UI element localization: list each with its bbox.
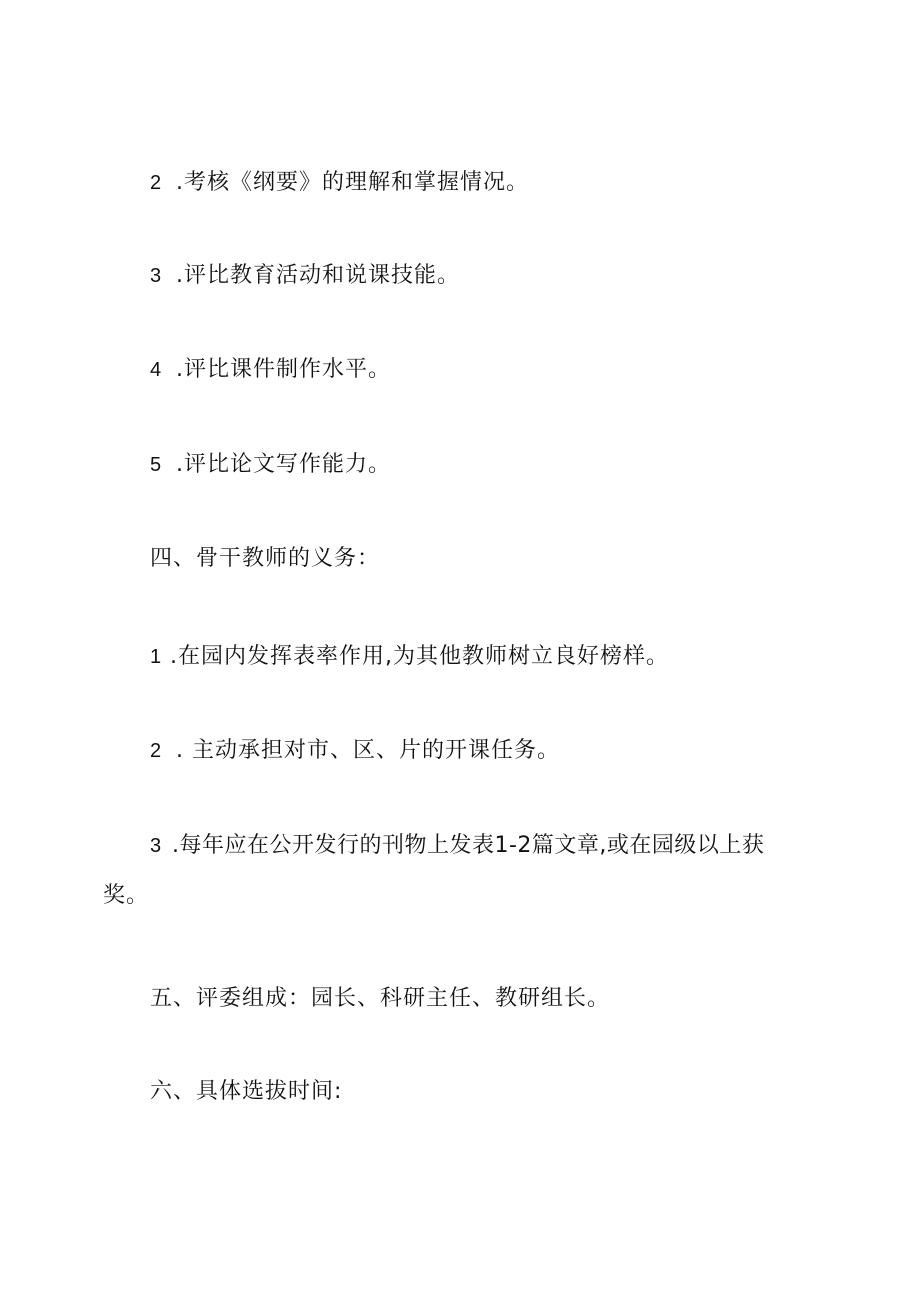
list-item-3-teaching-skills: [150, 263, 460, 289]
item-text-continuation: 奖。: [103, 883, 150, 908]
item-text: .评比课件制作水平。: [176, 357, 391, 382]
item-text: .评比论文写作能力。: [176, 452, 391, 477]
duty-item-3: [150, 833, 764, 859]
list-item-4-courseware: [150, 357, 391, 383]
item-text: .每年应在公开发行的刊物上发表1-2篇文章,或在园级以上获: [172, 833, 765, 858]
item-number: 1: [150, 646, 163, 668]
section-heading-6: [150, 1079, 342, 1105]
section-heading-4: [150, 546, 380, 572]
list-item-5-paper-writing: [150, 452, 391, 478]
item-text: .评比教育活动和说课技能。: [176, 263, 460, 288]
heading-text: 四、骨干教师的义务：: [150, 546, 381, 571]
heading-text: 六、具体选拔时间:: [150, 1079, 343, 1104]
item-number: 2: [150, 740, 163, 762]
item-number: 3: [150, 265, 163, 287]
heading-text: 五、评委组成：园长、科研主任、教研组长。: [150, 986, 611, 1011]
item-text: . 主动承担对市、区、片的开课任务。: [176, 738, 560, 763]
item-number: 4: [150, 359, 163, 381]
item-number: 5: [150, 454, 163, 476]
duty-item-1: [150, 644, 669, 670]
duty-item-3-continuation: [103, 883, 149, 909]
section-heading-5: [150, 986, 610, 1012]
item-number: 2: [150, 172, 163, 194]
list-item-2-assessment: [150, 170, 529, 196]
item-number: 3: [150, 835, 162, 857]
item-text: .在园内发挥表率作用,为其他教师树立良好榜样。: [170, 644, 669, 669]
duty-item-2: [150, 738, 560, 764]
item-text: .考核《纲要》的理解和掌握情况。: [176, 170, 529, 195]
